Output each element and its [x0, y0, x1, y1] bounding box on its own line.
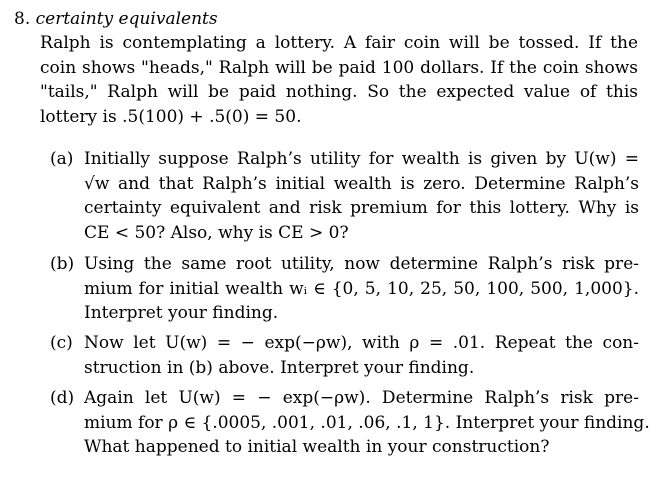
- intro-line: coin shows "heads," Ralph will be paid 100 dollars. If the coin shows: [40, 57, 638, 78]
- subquestion-label: (c): [50, 333, 73, 353]
- problem-intro: [40, 31, 638, 129]
- subquestion-line: struction in (b) above. Interpret your finding.: [84, 357, 475, 378]
- problem-heading: [14, 8, 218, 31]
- subquestion-text: [84, 147, 639, 245]
- subquestion-line: √w and that Ralph’s initial wealth is zero. Determine Ralph’s: [84, 173, 639, 194]
- subquestion-text: [84, 252, 639, 326]
- subquestion-text: [84, 331, 639, 380]
- intro-line: Ralph is contemplating a lottery. A fair coin will be tossed. If the: [40, 33, 638, 53]
- subquestion-text: [84, 386, 650, 460]
- problem-number: 8.: [14, 9, 31, 29]
- subquestion-line: Using the same root utility, now determine Ralph’s risk pre-: [84, 254, 639, 274]
- subquestion-line: Now let U(w) = − exp(−ρw), with ρ = .01. Repeat the con-: [84, 333, 639, 353]
- subquestion-line: certainty equivalent and risk premium for this lottery. Why is: [84, 198, 639, 218]
- subquestion-line: Interpret your finding.: [84, 303, 279, 323]
- subquestion-line: CE < 50? Also, why is CE > 0?: [84, 222, 349, 243]
- subquestion-label: (a): [50, 149, 74, 169]
- subquestion-line: Initially suppose Ralph’s utility for wealth is given by U(w) =: [84, 149, 639, 169]
- subquestion-line: What happened to initial wealth in your construction?: [84, 437, 550, 457]
- subquestion-label: (d): [50, 388, 75, 408]
- subquestion-line: mium for ρ ∈ {.0005, .001, .01, .06, .1, 1}. Interpret your finding.: [84, 412, 650, 433]
- subquestion-line: Again let U(w) = − exp(−ρw). Determine Ralph’s risk pre-: [84, 388, 639, 408]
- subquestion-line: mium for initial wealth wᵢ ∈ {0, 5, 10, 25, 50, 100, 500, 1,000}.: [84, 278, 639, 299]
- subquestion-label: (b): [50, 254, 75, 274]
- intro-line: lottery is .5(100) + .5(0) = 50.: [40, 106, 302, 127]
- intro-line: "tails," Ralph will be paid nothing. So the expected value of this: [40, 82, 638, 102]
- problem-title: certainty equivalents: [35, 9, 218, 29]
